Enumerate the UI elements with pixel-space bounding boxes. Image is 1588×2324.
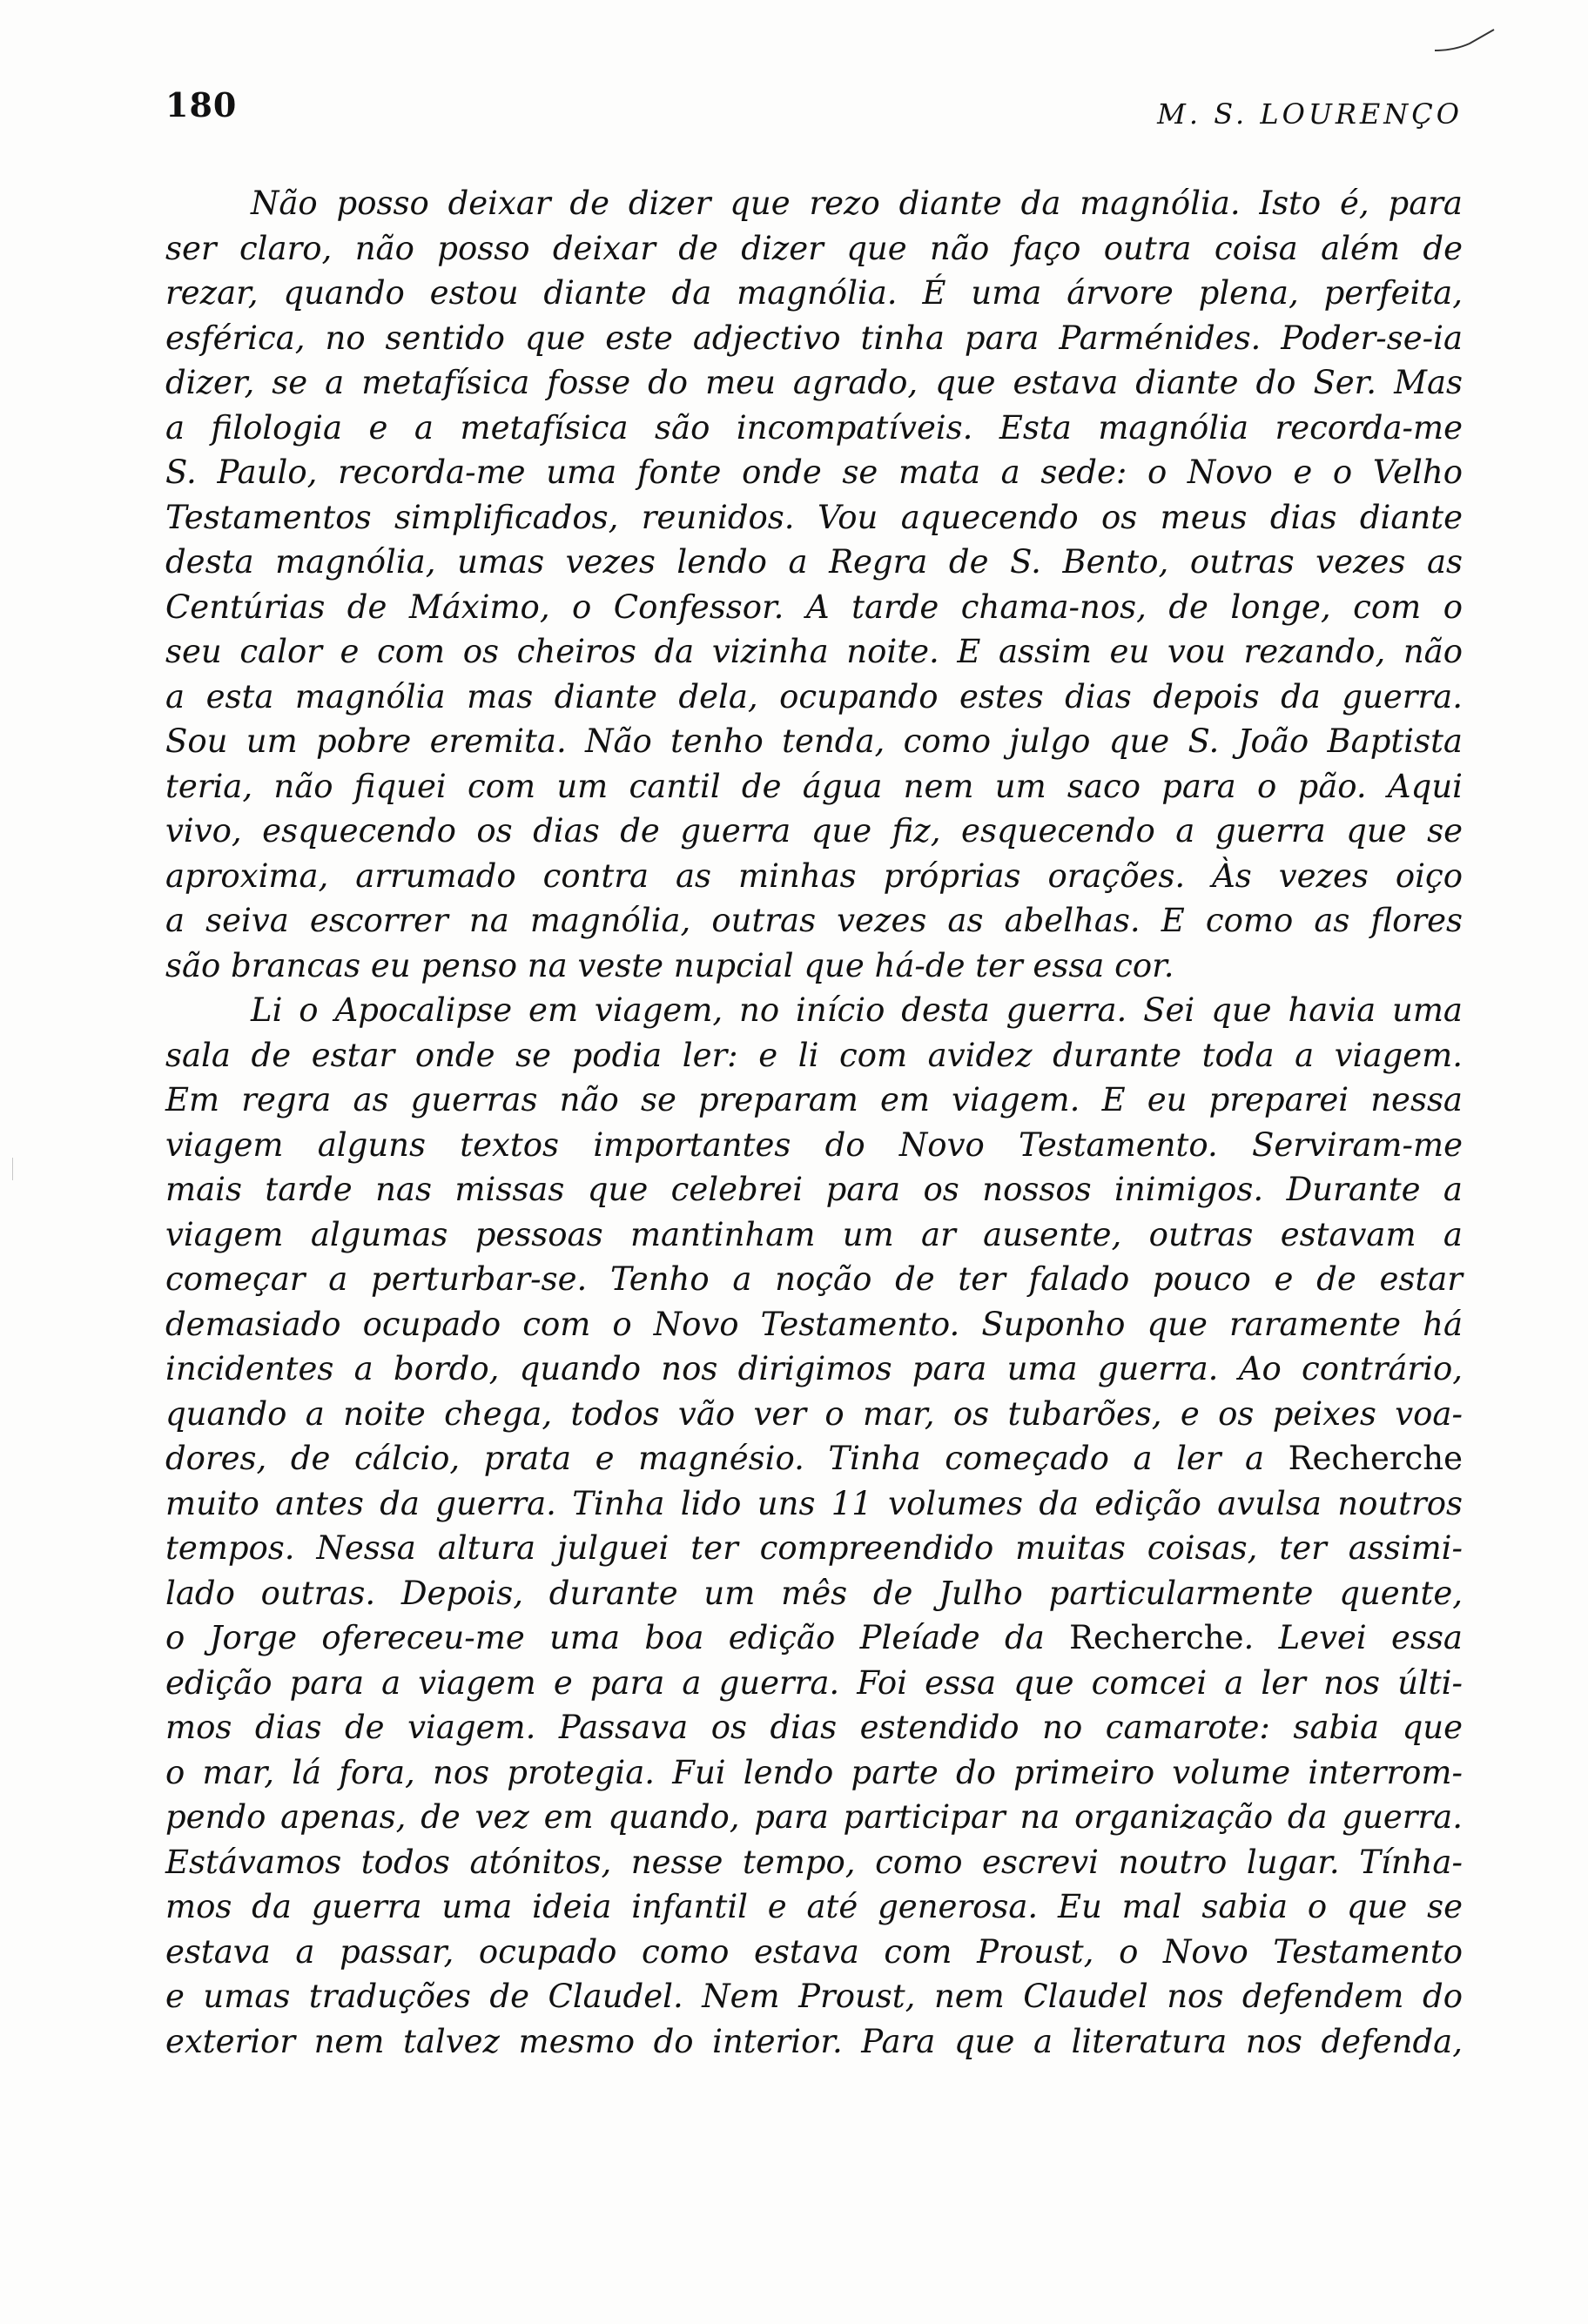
text-line: rezar, quando estou diante da magnólia. É uma árvore plena, perfeita,: [165, 274, 1463, 312]
text-line: viagem algumas pessoas mantinham um ar ausente, outras estavam a: [165, 1215, 1463, 1253]
text-line: [165, 1615, 1463, 1661]
text-line: edição para a viagem e para a guerra. Foi essa que comcei a ler nos últi-: [165, 1663, 1463, 1702]
text-line: vivo, esquecendo os dias de guerra que fiz, esquecendo a guerra que se: [165, 812, 1463, 850]
text-line: Centúrias de Máximo, o Confessor. A tarde chama-nos, de longe, com o: [165, 588, 1463, 626]
text-line: lado outras. Depois, durante um mês de Julho particularmente quente,: [165, 1574, 1463, 1612]
text-line: e umas traduções de Claudel. Nem Proust, nem Claudel nos defendem do: [165, 1978, 1463, 2015]
text-line: desta magnólia, umas vezes lendo a Regra de S. Bento, outras vezes as: [165, 543, 1463, 581]
text-line: Não posso deixar de dizer que rezo diante da magnólia. Isto é, para: [251, 185, 1463, 222]
text-line: quando a noite chega, todos vão ver o mar, os tubarões, e os peixes voa-: [165, 1394, 1463, 1433]
pencil-mark-icon: [1428, 24, 1497, 59]
text-line: aproxima, arrumado contra as minhas próprias orações. Às vezes oiço: [165, 856, 1463, 895]
text-line: muito antes da guerra. Tinha lido uns 11 volumes da edição avulsa noutros: [165, 1484, 1463, 1522]
text-line: dizer, se a metafísica fosse do meu agrado, que estava diante do Ser. Mas: [165, 364, 1463, 401]
text-line: mos da guerra uma ideia infantil e até generosa. Eu mal sabia o que se: [165, 1888, 1463, 1925]
text-line: mos dias de viagem. Passava os dias estendido no camarote: sabia que: [165, 1709, 1463, 1746]
text-line: teria, não fiquei com um cantil de água nem um saco para o pão. Aqui: [165, 767, 1463, 805]
text-line: [165, 1436, 1463, 1481]
page-header: [165, 85, 1463, 138]
text-line: Sou um pobre eremita. Não tenho tenda, como julgo que S. João Baptista: [165, 722, 1463, 760]
text-line: Li o Apocalipse em viagem, no início desta guerra. Sei que havia uma: [251, 991, 1463, 1029]
book-title: Recherche: [1288, 1440, 1463, 1477]
text-line: ser claro, não posso deixar de dizer que não faço outra coisa além de: [165, 229, 1463, 267]
book-title: Recherche: [1069, 1619, 1244, 1656]
text-line: seu calor e com os cheiros da vizinha noite. E assim eu vou rezando, não: [165, 633, 1463, 670]
text-line: demasiado ocupado com o Novo Testamento. Suponho que raramente há: [165, 1305, 1463, 1343]
text-line: S. Paulo, recorda-me uma fonte onde se mata a sede: o Novo e o Velho: [165, 453, 1463, 491]
text-line: sala de estar onde se podia ler: e li com avidez durante toda a viagem.: [165, 1036, 1463, 1074]
text-line: a seiva escorrer na magnólia, outras vezes as abelhas. E como as flores: [165, 902, 1463, 939]
running-head: M. S. LOURENÇO: [1157, 97, 1463, 131]
text-line: Em regra as guerras não se preparam em viagem. E eu preparei nessa: [165, 1081, 1463, 1118]
text-line: a filologia e a metafísica são incompatíveis. Esta magnólia recorda-me: [165, 408, 1463, 447]
text-line: Testamentos simplificados, reunidos. Vou aquecendo os meus dias diante: [165, 498, 1463, 536]
body-text: [165, 181, 1463, 2064]
text-line: o mar, lá fora, nos protegia. Fui lendo parte do primeiro volume interrom-: [165, 1753, 1463, 1791]
text-line: incidentes a bordo, quando nos dirigimos para uma guerra. Ao contrário,: [165, 1350, 1463, 1387]
text-line: esférica, no sentido que este adjectivo tinha para Parménides. Poder-se-ia: [165, 319, 1463, 357]
text-line: começar a perturbar-se. Tenho a noção de ter falado pouco e de estar: [165, 1260, 1463, 1298]
text-segment: . Levei essa: [1243, 1619, 1463, 1656]
text-segment: dores, de cálcio, prata e magnésio. Tinha começado a ler a: [165, 1440, 1289, 1477]
text-segment: o Jorge ofereceu-me uma boa edição Pleíade da: [165, 1619, 1070, 1656]
text-line: mais tarde nas missas que celebrei para os nossos inimigos. Durante a: [165, 1171, 1463, 1208]
text-line: pendo apenas, de vez em quando, para participar na organização da guerra.: [165, 1798, 1463, 1836]
text-line: tempos. Nessa altura julguei ter compreendido muitas coisas, ter assimi-: [165, 1529, 1463, 1567]
text-line: exterior nem talvez mesmo do interior. Para que a literatura nos defenda,: [165, 2022, 1463, 2060]
margin-tick: [12, 1158, 13, 1180]
text-line: a esta magnólia mas diante dela, ocupando estes dias depois da guerra.: [165, 677, 1463, 715]
text-line: estava a passar, ocupado como estava com Proust, o Novo Testamento: [165, 1932, 1463, 1971]
page-number: 180: [165, 85, 238, 124]
text-line: Estávamos todos atónitos, nesse tempo, como escrevi noutro lugar. Tínha-: [165, 1843, 1463, 1881]
text-line: viagem alguns textos importantes do Novo Testamento. Serviram-me: [165, 1125, 1463, 1164]
text-line: são brancas eu penso na veste nupcial que há-de ter essa cor.: [165, 946, 1174, 984]
